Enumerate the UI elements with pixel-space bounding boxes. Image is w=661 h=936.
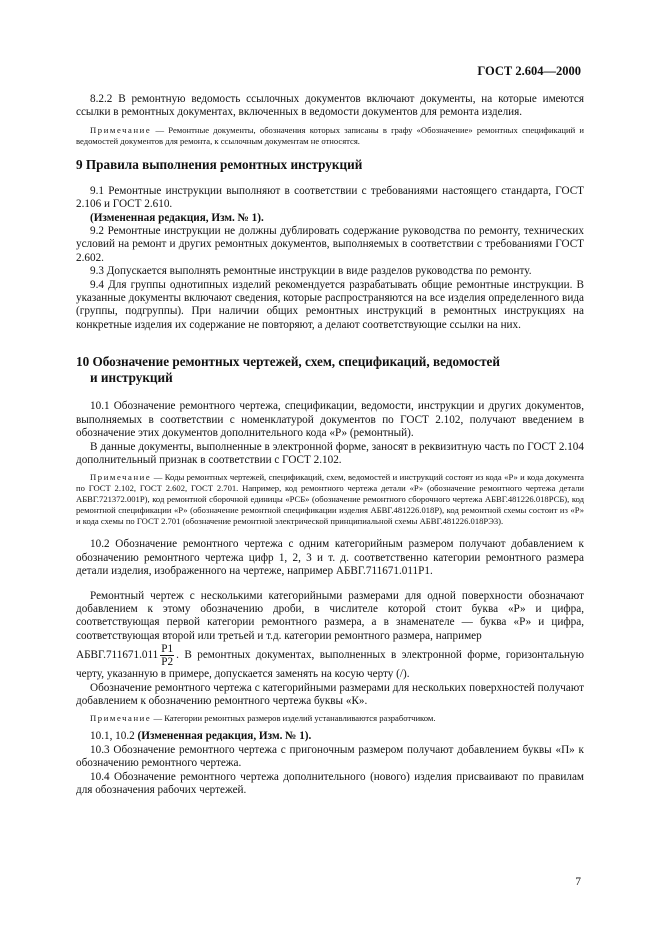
designation: АБВГ.711671.011 <box>76 649 159 662</box>
edit-note-prefix: 10.1, 10.2 <box>90 730 135 743</box>
fraction-numerator: Р1 <box>161 643 174 656</box>
page-number: 7 <box>575 876 581 888</box>
paragraph-10-2-b: Ремонтный чертеж с несколькими категорийными размерами для одной поверхности обозначают добавлением к этому обозначению дроби, в числителе которой стоит буква «Р» и цифра, соответствующая первой категории ремонтного размера, а в знаменателе — буква «Р» и цифра, соответствующая второй или третьей и т.д. категории ремонтного размера, например <box>76 589 584 642</box>
paragraph-9-2: 9.2 Ремонтные инструкции не должны дублировать содержание руководства по ремонту, технических условий на ремонт и других ремонтных документов, выполняемых в соответствии с требованиями ГОСТ 2.602. <box>76 225 584 264</box>
section-10-heading-line2: и инструкций <box>90 370 173 386</box>
section-10-heading <box>76 354 584 386</box>
paragraph-10-2-d: Обозначение ремонтного чертежа с категорийными размерами для нескольких поверхностей получают добавлением к обозначению ремонтного чертежа буквы «К». <box>76 681 584 707</box>
paragraph-10-1-b: В данные документы, выполненные в электронной форме, заносят в реквизитную часть по ГОСТ 2.104 дополнительный признак в соответствии с ГОСТ 2.102. <box>76 440 584 466</box>
designation-after: . В ремонтных документах, выполненных в электронной форме, горизонтальную черту, указанную в примере, допускается заменять на косую черту (/). <box>76 649 584 681</box>
paragraph-10-3: 10.3 Обозначение ремонтного чертежа с пригоночным размером получают добавлением буквы «П» к обозначению ремонтного чертежа. <box>76 743 584 770</box>
standard-header: ГОСТ 2.604—2000 <box>477 64 581 78</box>
note-label: Примечание <box>90 472 152 483</box>
document-body <box>76 93 584 797</box>
note-3 <box>76 713 584 724</box>
edit-note-10 <box>76 730 584 743</box>
note-1 <box>76 125 584 147</box>
paragraph-9-3: 9.3 Допускается выполнять ремонтные инструкции в виде разделов руководства по ремонту. <box>90 265 532 278</box>
edit-note-9-1: (Измененная редакция, Изм. № 1). <box>90 211 264 224</box>
paragraph-8-2-2: 8.2.2 В ремонтную ведомость ссылочных документов включают документы, на которые имеются ссылки в ремонтных документах, включенных в ведомости документов для ремонта изделия. <box>76 93 584 119</box>
note-text: — Категории ремонтных размеров изделий устанавливаются разработчиком. <box>151 713 436 724</box>
note-text: — Коды ремонтных чертежей, спецификаций, схем, ведомостей и инструкций состоят из кода «Р» и кода документа по ГОСТ 2.102, ГОСТ 2.602, ГОСТ 2.701. Например, код ремонтного чертежа детали «Р» (обозначение ремонтного чертежа детали АБВГ.721372.001Р), код ремонтной сборочной единицы «РСБ» (обозначение ремонтного сборочного чертежа АБВГ.481226.018РСБ), код ремонтной спецификации «Р» (обозначение ремонтной спецификации изделия АБВГ.481226.018Р), код ремонтной схемы состоит из «Р» и кода схемы по ГОСТ 2.701 (обозначение ремонтной электрической принципиальной схемы АБВГ.481226.018РЭ3). <box>76 472 584 527</box>
paragraph-10-1: 10.1 Обозначение ремонтного чертежа, спецификации, ведомости, инструкции и других документов, выполняемых в соответствии с номенклатурой документов по ГОСТ 2.102, получают введением в обозначение этих документов дополнительного кода «Р» (ремонтный). <box>76 400 584 440</box>
paragraph-9-4: 9.4 Для группы однотипных изделий рекомендуется разрабатывать общие ремонтные инструкции. В указанные документы включают сведения, которые распространяются на все изделия определенного вида (группы, подгруппы). При наличии общих ремонтных инструкций в ремонтных инструкциях на конкретные изделия их содержание не повторяют, а делают соответствующие ссылки на них. <box>76 278 584 331</box>
fraction-denominator: Р2 <box>161 656 174 669</box>
section-9-heading: 9 Правила выполнения ремонтных инструкций <box>76 156 363 172</box>
section-10-heading-line1: 10 Обозначение ремонтных чертежей, схем, спецификаций, ведомостей <box>76 354 501 370</box>
note-text: — Ремонтные документы, обозначения которых записаны в графу «Обозначение» ремонтных спецификаций и ведомостей документов для ремонта, к ссылочным документам не относятся. <box>76 124 584 146</box>
paragraph-10-4: 10.4 Обозначение ремонтного чертежа дополнительного (нового) изделия присваивают по правилам для обозначения рабочих чертежей. <box>76 770 584 796</box>
paragraph-9-1: 9.1 Ремонтные инструкции выполняют в соответствии с требованиями настоящего стандарта, ГОСТ 2.106 и ГОСТ 2.610. <box>76 184 584 211</box>
edit-note-text: (Измененная редакция, Изм. № 1). <box>134 730 312 743</box>
note-label: Примечание <box>90 124 152 135</box>
paragraph-10-2-c <box>76 643 584 681</box>
paragraph-10-2: 10.2 Обозначение ремонтного чертежа с одним категорийным размером получают добавлением к обозначению ремонтного чертежа цифр 1, 2, 3 и т. д. соответственно категории ремонтного размера детали изделия, изображенного на чертеже, например АБВГ.711671.011Р1. <box>76 538 584 578</box>
note-label: Примечание <box>90 713 152 724</box>
fraction <box>160 643 174 668</box>
note-2 <box>76 472 584 527</box>
